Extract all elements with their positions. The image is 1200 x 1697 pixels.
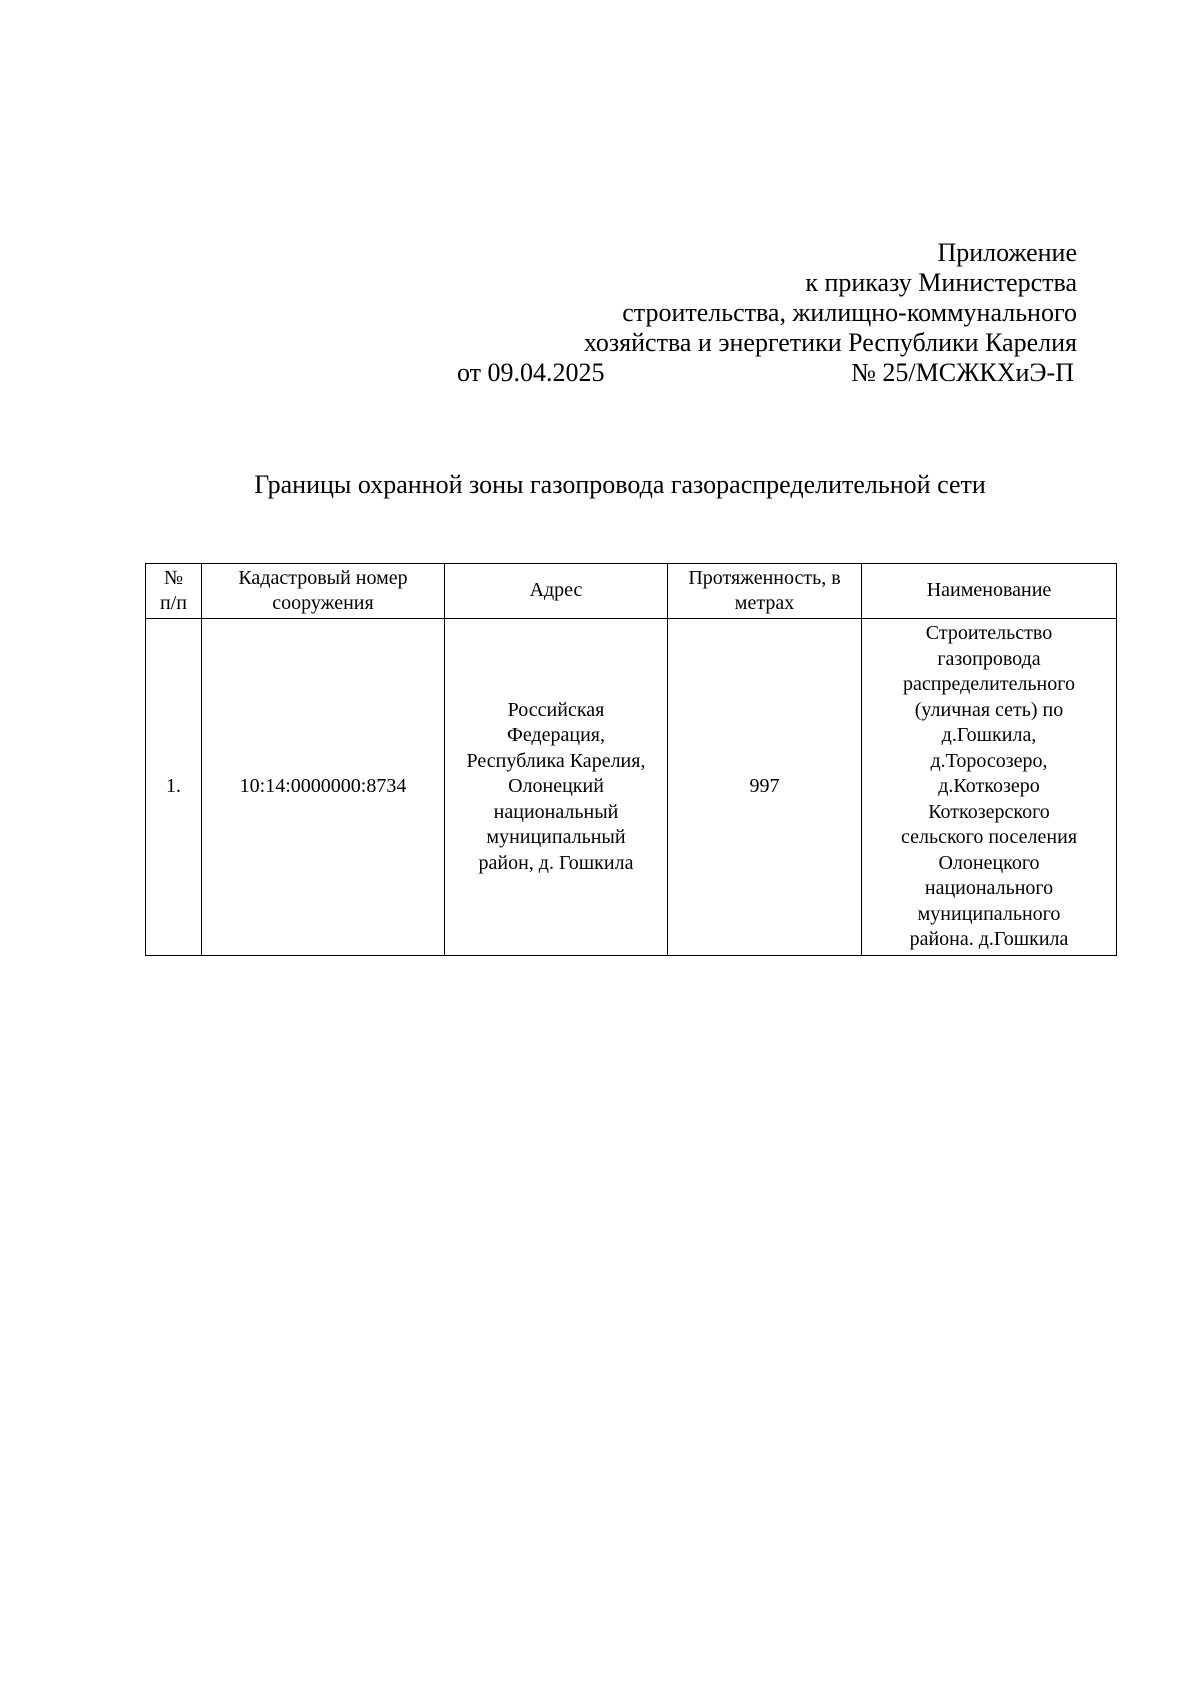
table-header-row bbox=[146, 564, 1117, 619]
cell-name: Строительство газопровода распределительного (уличная сеть) по д.Гошкила, д.Торосозеро, д.Коткозеро Коткозерского сельского поселения Олонецкого национального муниципального района. д.Гошкила bbox=[862, 619, 1117, 956]
appendix-date-number-line bbox=[377, 358, 1077, 388]
cell-row-number: 1. bbox=[146, 619, 202, 956]
protection-zone-table bbox=[145, 563, 1117, 956]
appendix-header bbox=[377, 238, 1077, 388]
header-cadastral-number: Кадастровый номер сооружения bbox=[202, 564, 445, 619]
header-row-number: № п/п bbox=[146, 564, 202, 619]
order-date: от 09.04.2025 bbox=[457, 358, 605, 387]
header-address: Адрес bbox=[445, 564, 668, 619]
header-length: Протяженность, в метрах bbox=[668, 564, 862, 619]
table-row bbox=[146, 619, 1117, 956]
appendix-order-line: к приказу Министерства bbox=[805, 268, 1077, 297]
appendix-ministry-line-2: хозяйства и энергетики Республики Карелия bbox=[583, 328, 1077, 357]
cell-cadastral-number: 10:14:0000000:8734 bbox=[202, 619, 445, 956]
cell-length: 997 bbox=[668, 619, 862, 956]
document-title: Границы охранной зоны газопровода газораспределительной сети bbox=[254, 470, 986, 499]
appendix-ministry-line: строительства, жилищно-коммунального bbox=[622, 298, 1077, 327]
order-number: № 25/МСЖКХиЭ-П bbox=[851, 358, 1074, 387]
header-name: Наименование bbox=[862, 564, 1117, 619]
cell-address: Российская Федерация, Республика Карелия, Олонецкий национальный муниципальный район, д. Гошкила bbox=[445, 619, 668, 956]
appendix-label: Приложение bbox=[937, 238, 1077, 267]
